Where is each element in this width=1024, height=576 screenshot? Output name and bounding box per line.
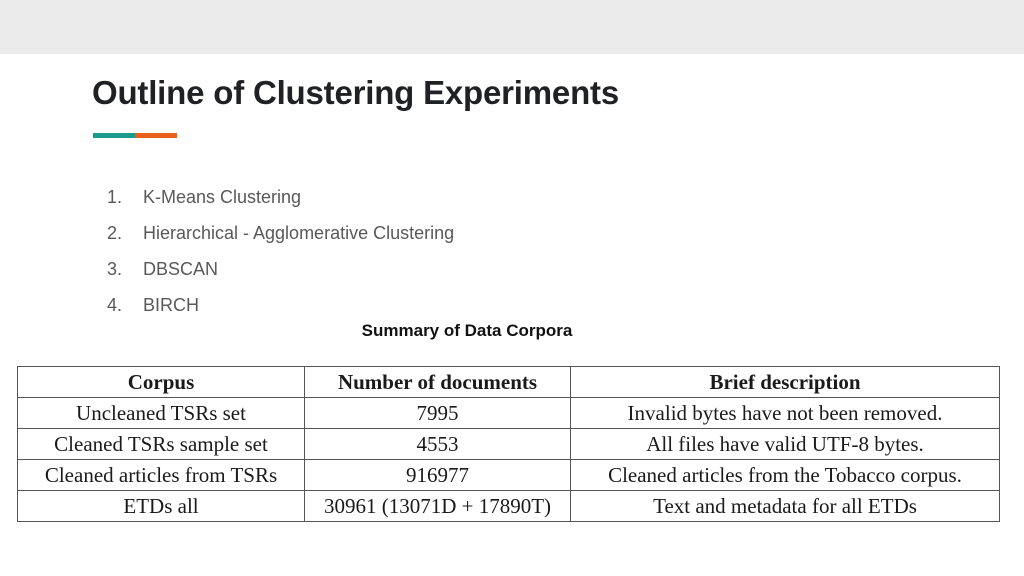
table-row [18, 491, 1000, 522]
cell-document-count: 4553 [305, 429, 571, 460]
cell-corpus: ETDs all [18, 491, 305, 522]
outline-item [107, 255, 454, 291]
cell-description: Cleaned articles from the Tobacco corpus. [571, 460, 1000, 491]
outline-item [107, 183, 454, 219]
table-row [18, 398, 1000, 429]
accent-segment-orange [135, 133, 177, 138]
title-accent-bar [93, 133, 177, 138]
column-header-brief-description: Brief description [571, 367, 1000, 398]
cell-document-count: 30961 (13071D + 17890T) [305, 491, 571, 522]
outline-item-number: 4. [107, 295, 123, 315]
cell-document-count: 916977 [305, 460, 571, 491]
table-row [18, 460, 1000, 491]
outline-item [107, 219, 454, 255]
cell-description: Text and metadata for all ETDs [571, 491, 1000, 522]
cell-description: Invalid bytes have not been removed. [571, 398, 1000, 429]
cell-corpus: Cleaned TSRs sample set [18, 429, 305, 460]
outline-item-label: DBSCAN [143, 259, 219, 279]
cell-document-count: 7995 [305, 398, 571, 429]
table-header-row [18, 367, 1000, 398]
cell-corpus: Uncleaned TSRs set [18, 398, 305, 429]
outline-item-label: BIRCH [143, 295, 200, 315]
cell-corpus: Cleaned articles from TSRs [18, 460, 305, 491]
table-row [18, 429, 1000, 460]
outline-list [107, 183, 454, 327]
cell-description: All files have valid UTF-8 bytes. [571, 429, 1000, 460]
top-band [0, 0, 1024, 54]
outline-item-number: 2. [107, 223, 123, 243]
column-header-number-of-documents: Number of documents [305, 367, 571, 398]
column-header-corpus: Corpus [18, 367, 305, 398]
accent-segment-teal [93, 133, 135, 138]
outline-item-number: 3. [107, 259, 123, 279]
table-caption: Summary of Data Corpora [361, 321, 573, 340]
slide-title: Outline of Clustering Experiments [92, 74, 619, 111]
outline-item-number: 1. [107, 187, 123, 207]
outline-item-label: K-Means Clustering [143, 187, 302, 207]
data-corpora-table [17, 366, 1000, 522]
outline-item-label: Hierarchical - Agglomerative Clustering [143, 223, 455, 243]
